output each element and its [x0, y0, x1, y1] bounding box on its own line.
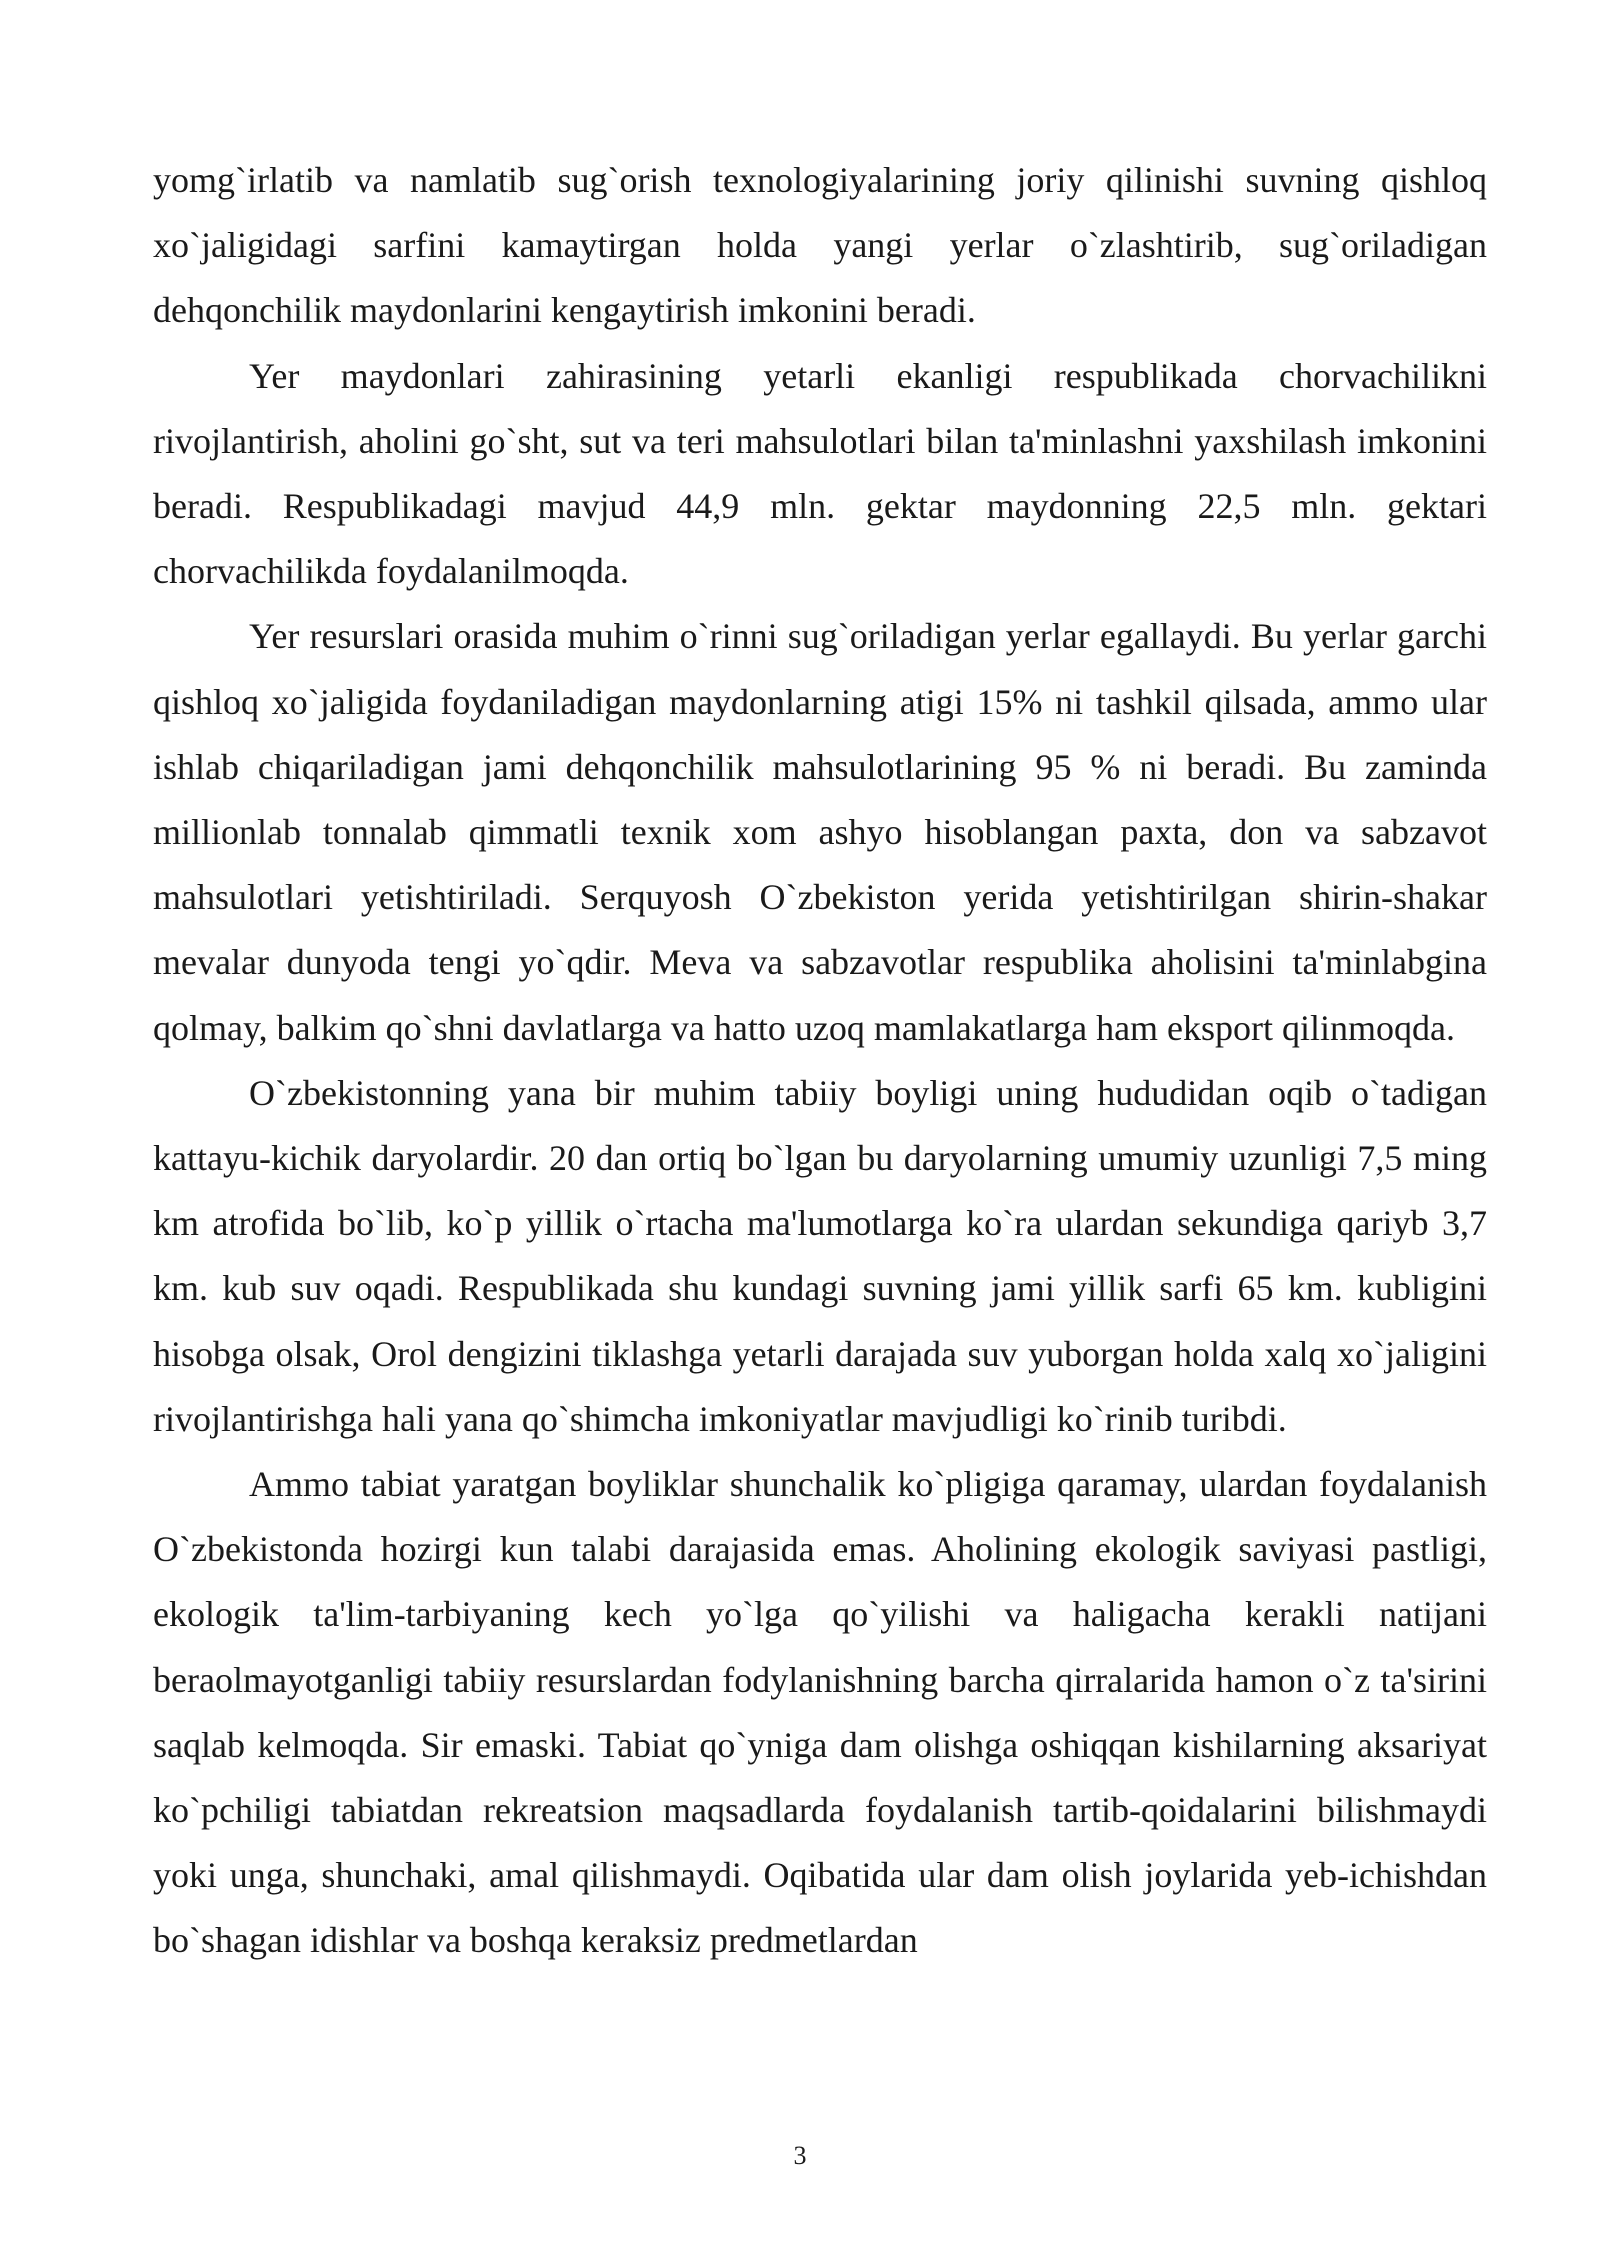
paragraph-rivers: O`zbekistonning yana bir muhim tabiiy boyligi uning hududidan oqib o`tadigan kattayu-kichik daryolardir. 20 dan ortiq bo`lgan bu daryolarning umumiy uzunligi 7,5 ming km atrofida bo`lib, ko`p yillik o`rtacha ma'lumotlarga ko`ra ulardan sekundiga qariyb 3,7 km. kub suv oqadi. Respublikada shu kundagi suvning jami yillik sarfi 65 km. kubligini hisobga olsak, Orol dengizini tiklashga yetarli darajada suv yuborgan holda xalq xo`jaligini rivojlantirishga hali yana qo`shimcha imkoniyatlar mavjudligi ko`rinib turibdi. [153, 1072, 1487, 1439]
paragraph-irrigated-lands: Yer resurslari orasida muhim o`rinni sug`oriladigan yerlar egallaydi. Bu yerlar garchi qishloq xo`jaligida foydaniladigan maydonlarning atigi 15% ni tashkil qilsada, ammo ular ishlab chiqariladigan jami dehqonchilik mahsulotlarining 95 % ni beradi. Bu zaminda millionlab tonnalab qimmatli texnik xom ashyo hisoblangan paxta, don va sabzavot mahsulotlari yetishtiriladi. Serquyosh O`zbekiston yerida yetishtirilgan shirin-shakar mevalar dunyoda tengi yo`qdir. Meva va sabzavotlar respublika aholisini ta'minlabgina qolmay, balkim qo`shni davlatlarga va hatto uzoq mamlakatlarga ham eksport qilinmoqda. [153, 616, 1487, 1048]
paragraph-continuation: yomg`irlatib va namlatib sug`orish texnologiyalarining joriy qilinishi suvning qishloq xo`jaligidagi sarfini kamaytirgan holda yangi yerlar o`zlashtirib, sug`oriladigan dehqonchilik maydonlarini kengaytirish imkonini beradi. [153, 160, 1487, 331]
paragraph-resource-use: Ammo tabiat yaratgan boyliklar shunchalik ko`pligiga qaramay, ulardan foydalanish O`zbekistonda hozirgi kun talabi darajasida emas. Aholining ekologik saviyasi pastligi, ekologik ta'lim-tarbiyaning kech yo`lga qo`yilishi va haligacha kerakli natijani beraolmayotganligi tabiiy resurslardan fodylanishning barcha qirralarida hamon o`z ta'sirini saqlab kelmoqda. Sir emaski. Tabiat qo`yniga dam olishga oshiqqan kishilarning aksariyat ko`pchiligi tabiatdan rekreatsion maqsadlarda foydalanish tartib-qoidalarini bilishmaydi yoki unga, shunchaki, amal qilishmaydi. Oqibatida ular dam olish joylarida yeb-ichishdan bo`shagan idishlar va boshqa keraksiz predmetlardan [153, 1464, 1487, 1961]
text-body [153, 148, 1487, 1974]
page-number: 3 [793, 2141, 807, 2170]
paragraph-land-reserves: Yer maydonlari zahirasining yetarli ekanligi respublikada chorvachilikni rivojlantirish, aholini go`sht, sut va teri mahsulotlari bilan ta'minlashni yaxshilash imkonini beradi. Respublikadagi mavjud 44,9 mln. gektar maydonning 22,5 mln. gektari chorvachilikda foydalanilmoqda. [153, 355, 1487, 592]
